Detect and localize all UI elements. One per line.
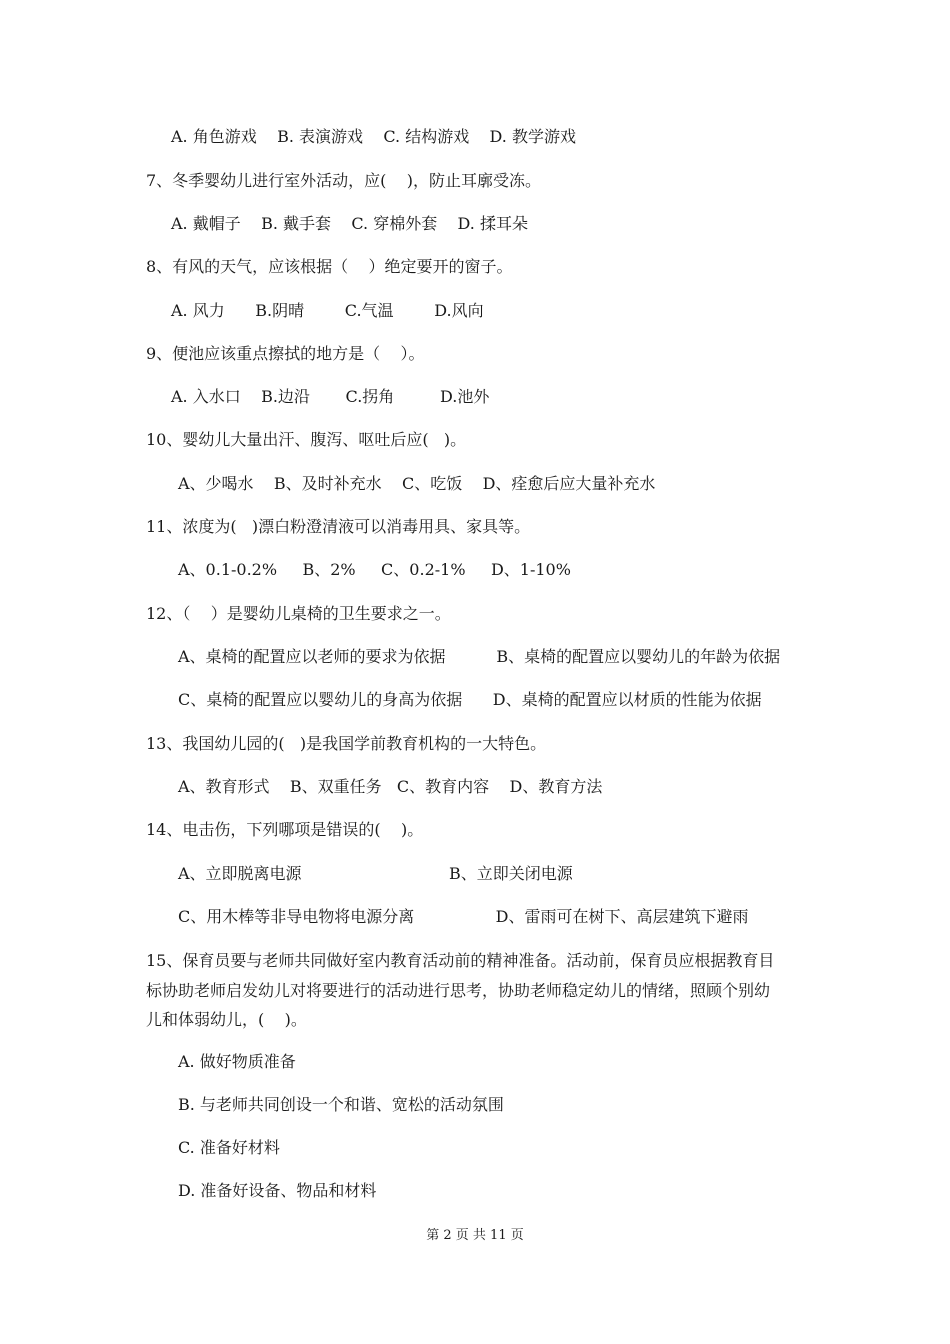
q15-option-c: C. 准备好材料 [178,1138,280,1157]
q6-options: A. 角色游戏 B. 表演游戏 C. 结构游戏 D. 教学游戏 [171,127,576,146]
q12-options-ab: A、桌椅的配置应以老师的要求为依据 B、桌椅的配置应以婴幼儿的年龄为依据 [178,647,781,666]
q12-options-cd: C、桌椅的配置应以婴幼儿的身高为依据 D、桌椅的配置应以材质的性能为依据 [178,690,762,709]
q15-option-d: D. 准备好设备、物品和材料 [178,1181,377,1200]
q9-question: 9、便池应该重点擦拭的地方是（ ）。 [146,344,425,363]
q13-question: 13、我国幼儿园的( )是我国学前教育机构的一大特色。 [146,734,547,753]
q11-options: A、0.1-0.2% B、2% C、0.2-1% D、1-10% [178,560,571,579]
q15-question-line2: 标协助老师启发幼儿对将要进行的活动进行思考，协助老师稳定幼儿的情绪，照顾个别幼 [146,981,771,1000]
q7-options: A. 戴帽子 B. 戴手套 C. 穿棉外套 D. 揉耳朵 [171,214,528,233]
q12-question: 12、（ ）是婴幼儿桌椅的卫生要求之一。 [146,604,451,623]
q10-options: A、少喝水 B、及时补充水 C、吃饭 D、痊愈后应大量补充水 [178,474,656,493]
q14-options-cd: C、用木棒等非导电物将电源分离 D、雷雨可在树下、高层建筑下避雨 [178,907,749,926]
q7-question: 7、冬季婴幼儿进行室外活动，应( )，防止耳廓受冻。 [146,171,542,190]
q15-question-line1: 15、保育员要与老师共同做好室内教育活动前的精神准备。活动前，保育员应根据教育目 [146,951,775,970]
q10-question: 10、婴幼儿大量出汗、腹泻、呕吐后应( )。 [146,430,467,449]
q11-question: 11、浓度为( )漂白粉澄清液可以消毒用具、家具等。 [146,517,531,536]
q14-options-ab: A、立即脱离电源 B、立即关闭电源 [178,864,573,883]
q14-question: 14、电击伤，下列哪项是错误的( )。 [146,820,424,839]
q15-option-b: B. 与老师共同创设一个和谐、宽松的活动氛围 [178,1095,504,1114]
q15-option-a: A. 做好物质准备 [178,1052,296,1071]
q13-options: A、教育形式 B、双重任务 C、教育内容 D、教育方法 [178,777,603,796]
q15-question-line3: 儿和体弱幼儿，( )。 [146,1010,307,1029]
q8-question: 8、有风的天气，应该根据（ ）绝定要开的窗子。 [146,257,513,276]
q8-options: A. 风力 B.阴晴 C.气温 D.风向 [171,301,484,320]
page-footer: 第 2 页 共 11 页 [426,1228,524,1243]
q9-options: A. 入水口 B.边沿 C.拐角 D.池外 [171,387,490,406]
